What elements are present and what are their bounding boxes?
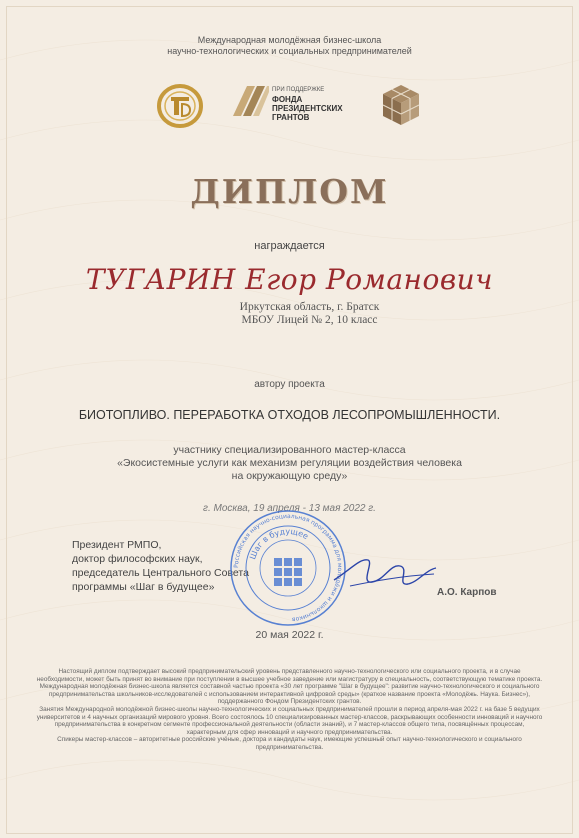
author-label: автору проекта bbox=[254, 379, 325, 390]
presidential-grants-fund-logo bbox=[233, 86, 269, 116]
recipient-details bbox=[0, 301, 579, 327]
recipient-school: МБОУ Лицей № 2, 10 класс bbox=[241, 314, 378, 326]
footer-notes bbox=[36, 668, 543, 752]
signatory-line-4: программы «Шаг в будущее» bbox=[72, 581, 215, 593]
masterclass-line-1: участнику специализированного мастер-класса bbox=[173, 444, 406, 456]
footer-paragraph-4: Спикеры мастер-классов – авторитетные российские учёные, доктора и кандидаты наук, имеющие успешный опыт научно-технологического и социального предпринимательства. bbox=[57, 736, 522, 751]
signatory-line-2: доктор философских наук, bbox=[72, 553, 203, 565]
handwritten-signature bbox=[330, 540, 440, 600]
stamp-inner-text: Шаг в будущее bbox=[248, 526, 310, 561]
stamp-outer-text: Российская научно-социальная программа для молодёжи и школьников bbox=[232, 512, 344, 623]
cube-logo bbox=[381, 83, 421, 127]
signatory-line-1: Президент РМПО, bbox=[72, 539, 162, 551]
project-title: БИОТОПЛИВО. ПЕРЕРАБОТКА ОТХОДОВ ЛЕСОПРОМЫШЛЕННОСТИ. bbox=[78, 408, 501, 422]
fund-name-line-1: ФОНДА bbox=[272, 95, 303, 104]
masterclass-line-3: на окружающую среду» bbox=[231, 470, 348, 482]
business-school-logo bbox=[157, 84, 203, 128]
fund-caption bbox=[272, 86, 343, 122]
svg-text:Шаг в будущее bbox=[248, 527, 310, 561]
fund-support-label: ПРИ ПОДДЕРЖКЕ bbox=[272, 87, 325, 93]
diploma-title: ДИПЛОМ bbox=[190, 172, 389, 211]
signer-name: А.О. Карпов bbox=[437, 587, 497, 598]
signatory-title bbox=[72, 538, 249, 594]
awarded-label: награждается bbox=[254, 240, 325, 252]
event-dates: г. Москва, 19 апреля - 13 мая 2022 г. bbox=[203, 503, 376, 514]
masterclass-description bbox=[0, 444, 579, 483]
recipient-name: ТУГАРИН Егор Романович bbox=[85, 263, 494, 296]
organization-line-2: научно-технологических и социальных предпринимателей bbox=[167, 46, 412, 56]
footer-paragraph-3: Занятия Международной молодёжной бизнес-школы научно-технологических и социальных предпринимателей прошли в период апреля-мая 2022 г. на базе 5 ведущих университетов и 4 научных организаций мирового уровня. Всего состоялось 10 специализированных мастер-классов, раскрывающих особенности инноваций и научного предпринимательства в конкретном сегменте профессиональной деятельности (области знаний), и 7 мастер-классов общего типа, посвящённых процессам, характерным для сфер инноваций и научного предпринимательства. bbox=[36, 705, 543, 736]
fund-name-line-2: ПРЕЗИДЕНТСКИХ bbox=[272, 104, 343, 113]
recipient-location: Иркутская область, г. Братск bbox=[239, 301, 380, 313]
signatory-line-3: председатель Центрального Совета bbox=[72, 567, 249, 579]
footer-paragraph-2: Международная молодёжная бизнес-школа является составной частью проекта «30 лет программе "Шаг в будущее": развитие научно-технологического и социального предпринимательства школьников-исследователей с использованием интерактивной цифровой среды» (краткое название проекта «Молодёжь. Наука. Бизнес»), поддержанного Фондом Президентских грантов. bbox=[39, 683, 540, 706]
organization-line-1: Международная молодёжная бизнес-школа bbox=[197, 35, 382, 45]
organization-name bbox=[0, 35, 579, 57]
footer-paragraph-1: Настоящий диплом подтверждает высокий предпринимательский уровень представленного научно-технологического или социального проекта, и в случае необходимости, может быть принят во внимание при поступлении в высшее учебное заведение или магистратуру в специальность, соответствующую тематике проекта. bbox=[36, 668, 543, 683]
fund-name-line-3: ГРАНТОВ bbox=[272, 113, 310, 122]
masterclass-line-2: «Экосистемные услуги как механизм регуляции воздействия человека bbox=[117, 457, 462, 469]
issue-date: 20 мая 2022 г. bbox=[255, 629, 324, 641]
